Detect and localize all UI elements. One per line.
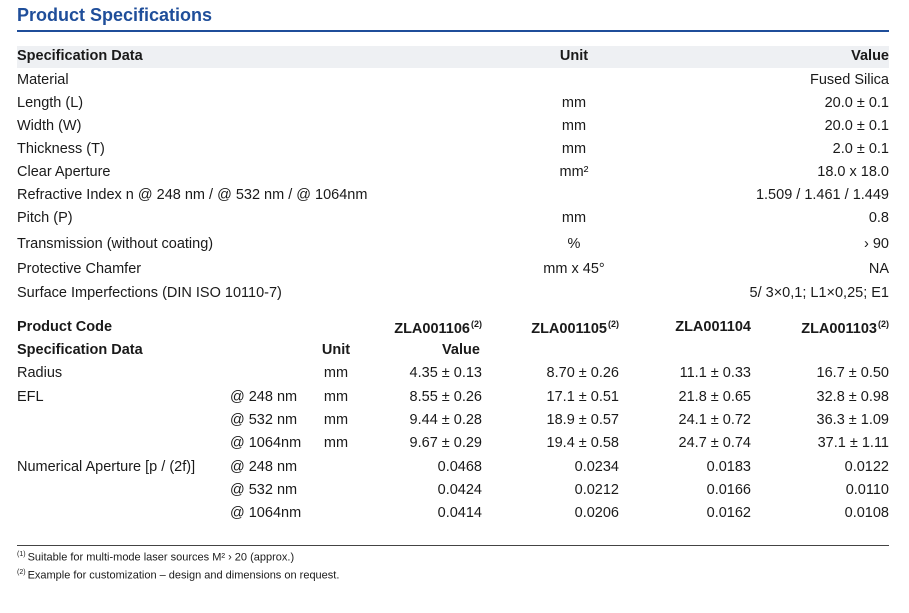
spec-value: 0.0162 [706, 505, 751, 521]
spec-value: 36.3 ± 1.09 [816, 412, 889, 428]
footnote-2: $^{(2)}$ Example for customization – design and dimensions on request. [17, 569, 340, 582]
spec-label: Radius [17, 365, 63, 381]
spec-label: Pitch (P) [17, 210, 73, 226]
spec-value: 0.0122 [844, 459, 889, 475]
spec-value: 0.0110 [845, 482, 889, 498]
spec-value: 32.8 ± 0.98 [816, 389, 889, 405]
spec-value: 0.0414 [437, 505, 482, 521]
product-code-label: Product Code [17, 319, 113, 335]
page-title: Product Specifications [17, 5, 213, 25]
table-row [0, 162, 909, 184]
spec-label: Surface Imperfections (DIN ISO 10110-7) [17, 285, 282, 301]
spec-value: 24.1 ± 0.72 [678, 412, 751, 428]
table-row [0, 185, 909, 207]
spec-label: Length (L) [17, 95, 84, 111]
table-row [0, 70, 909, 92]
table2-subheader-row [0, 340, 909, 362]
product-code-3: ZLA001104 [675, 319, 751, 335]
spec-unit: mm [323, 412, 349, 428]
table-row [0, 116, 909, 138]
table-row [0, 259, 909, 281]
col-header-value: Value [851, 48, 889, 64]
table-row [0, 410, 909, 432]
product-code-1: ZLA001106$^{(2)}$ [394, 319, 482, 337]
spec-value: 20.0 ± 0.1 [824, 118, 889, 134]
title-divider [17, 30, 889, 32]
footnote-1: $^{(1)}$ Suitable for multi-mode laser sources M² › 20 (approx.) [17, 551, 295, 564]
spec-value: 11.1 ± 0.33 [679, 365, 751, 381]
spec-value: 0.0424 [437, 482, 482, 498]
spec-value: 0.0183 [706, 459, 751, 475]
spec-value: 20.0 ± 0.1 [824, 95, 889, 111]
spec-sublabel: @ 1064nm [230, 505, 302, 521]
spec-label: EFL [17, 389, 44, 405]
table-row [0, 93, 909, 115]
spec-value: 0.0108 [844, 505, 889, 521]
table-row [0, 234, 909, 256]
spec-unit: mm [323, 435, 349, 451]
spec-label: Clear Aperture [17, 164, 111, 180]
spec-value: Fused Silica [810, 72, 889, 88]
spec-unit: mm [561, 210, 587, 226]
spec-value: 4.35 ± 0.13 [409, 365, 482, 381]
spec-value: 1.509 / 1.461 / 1.449 [755, 187, 889, 203]
table-row [0, 283, 909, 305]
spec-value: 17.1 ± 0.51 [546, 389, 619, 405]
spec-value: 18.0 x 18.0 [817, 164, 889, 180]
spec-value: › 90 [864, 236, 889, 252]
spec-label: Numerical Aperture [p / (2f)] [17, 459, 196, 475]
spec-label: Width (W) [17, 118, 82, 134]
spec-value: 0.0468 [437, 459, 482, 475]
spec-value: 0.8 [868, 210, 889, 226]
table-row [0, 480, 909, 502]
spec-sublabel: @ 532 nm [230, 482, 298, 498]
table-row [0, 363, 909, 385]
spec-value: 16.7 ± 0.50 [816, 365, 889, 381]
spec-value: 5/ 3×0,1; L1×0,25; E1 [749, 285, 889, 301]
table-row [0, 503, 909, 525]
spec-sublabel: @ 248 nm [230, 459, 298, 475]
spec-value: 8.70 ± 0.26 [546, 365, 619, 381]
spec-value: 2.0 ± 0.1 [832, 141, 889, 157]
spec-value: 0.0212 [574, 482, 619, 498]
product-code-4: ZLA001103$^{(2)}$ [801, 319, 889, 337]
col-header-spec: Specification Data [17, 342, 143, 358]
spec-unit: mm² [559, 164, 589, 180]
spec-value: 9.44 ± 0.28 [409, 412, 482, 428]
spec-value: 18.9 ± 0.57 [546, 412, 619, 428]
col-header-spec: Specification Data [17, 48, 143, 64]
spec-unit: mm [561, 141, 587, 157]
table1-header-row [0, 46, 909, 68]
spec-sublabel: @ 248 nm [230, 389, 298, 405]
spec-unit: % [567, 236, 581, 252]
spec-label: Material [17, 72, 69, 88]
spec-unit: mm [323, 365, 349, 381]
table-row [0, 457, 909, 479]
col-header-value: Value [442, 342, 480, 358]
spec-value: 9.67 ± 0.29 [409, 435, 482, 451]
product-code-2: ZLA001105$^{(2)}$ [531, 319, 619, 337]
spec-label: Thickness (T) [17, 141, 105, 157]
spec-value: 0.0166 [706, 482, 751, 498]
col-header-unit: Unit [321, 342, 351, 358]
spec-value: 19.4 ± 0.58 [546, 435, 619, 451]
spec-value: 37.1 ± 1.11 [817, 435, 889, 451]
table-row [0, 139, 909, 161]
spec-label: Protective Chamfer [17, 261, 142, 277]
col-header-unit: Unit [559, 48, 589, 64]
spec-value: 24.7 ± 0.74 [678, 435, 751, 451]
spec-value: 0.0206 [574, 505, 619, 521]
product-code-row [0, 317, 909, 339]
spec-label: Refractive Index n @ 248 nm / @ 532 nm / @ 1064nm [17, 187, 368, 203]
table-row [0, 433, 909, 455]
spec-value: NA [868, 261, 889, 277]
footnote-divider [17, 545, 889, 546]
spec-unit: mm [323, 389, 349, 405]
spec-sublabel: @ 1064nm [230, 435, 302, 451]
spec-value: 8.55 ± 0.26 [409, 389, 482, 405]
spec-unit: mm [561, 95, 587, 111]
table-row [0, 387, 909, 409]
spec-label: Transmission (without coating) [17, 236, 214, 252]
spec-value: 21.8 ± 0.65 [678, 389, 751, 405]
spec-unit: mm [561, 118, 587, 134]
spec-value: 0.0234 [574, 459, 619, 475]
table-row [0, 208, 909, 230]
spec-unit: mm x 45° [543, 261, 605, 277]
spec-sublabel: @ 532 nm [230, 412, 298, 428]
